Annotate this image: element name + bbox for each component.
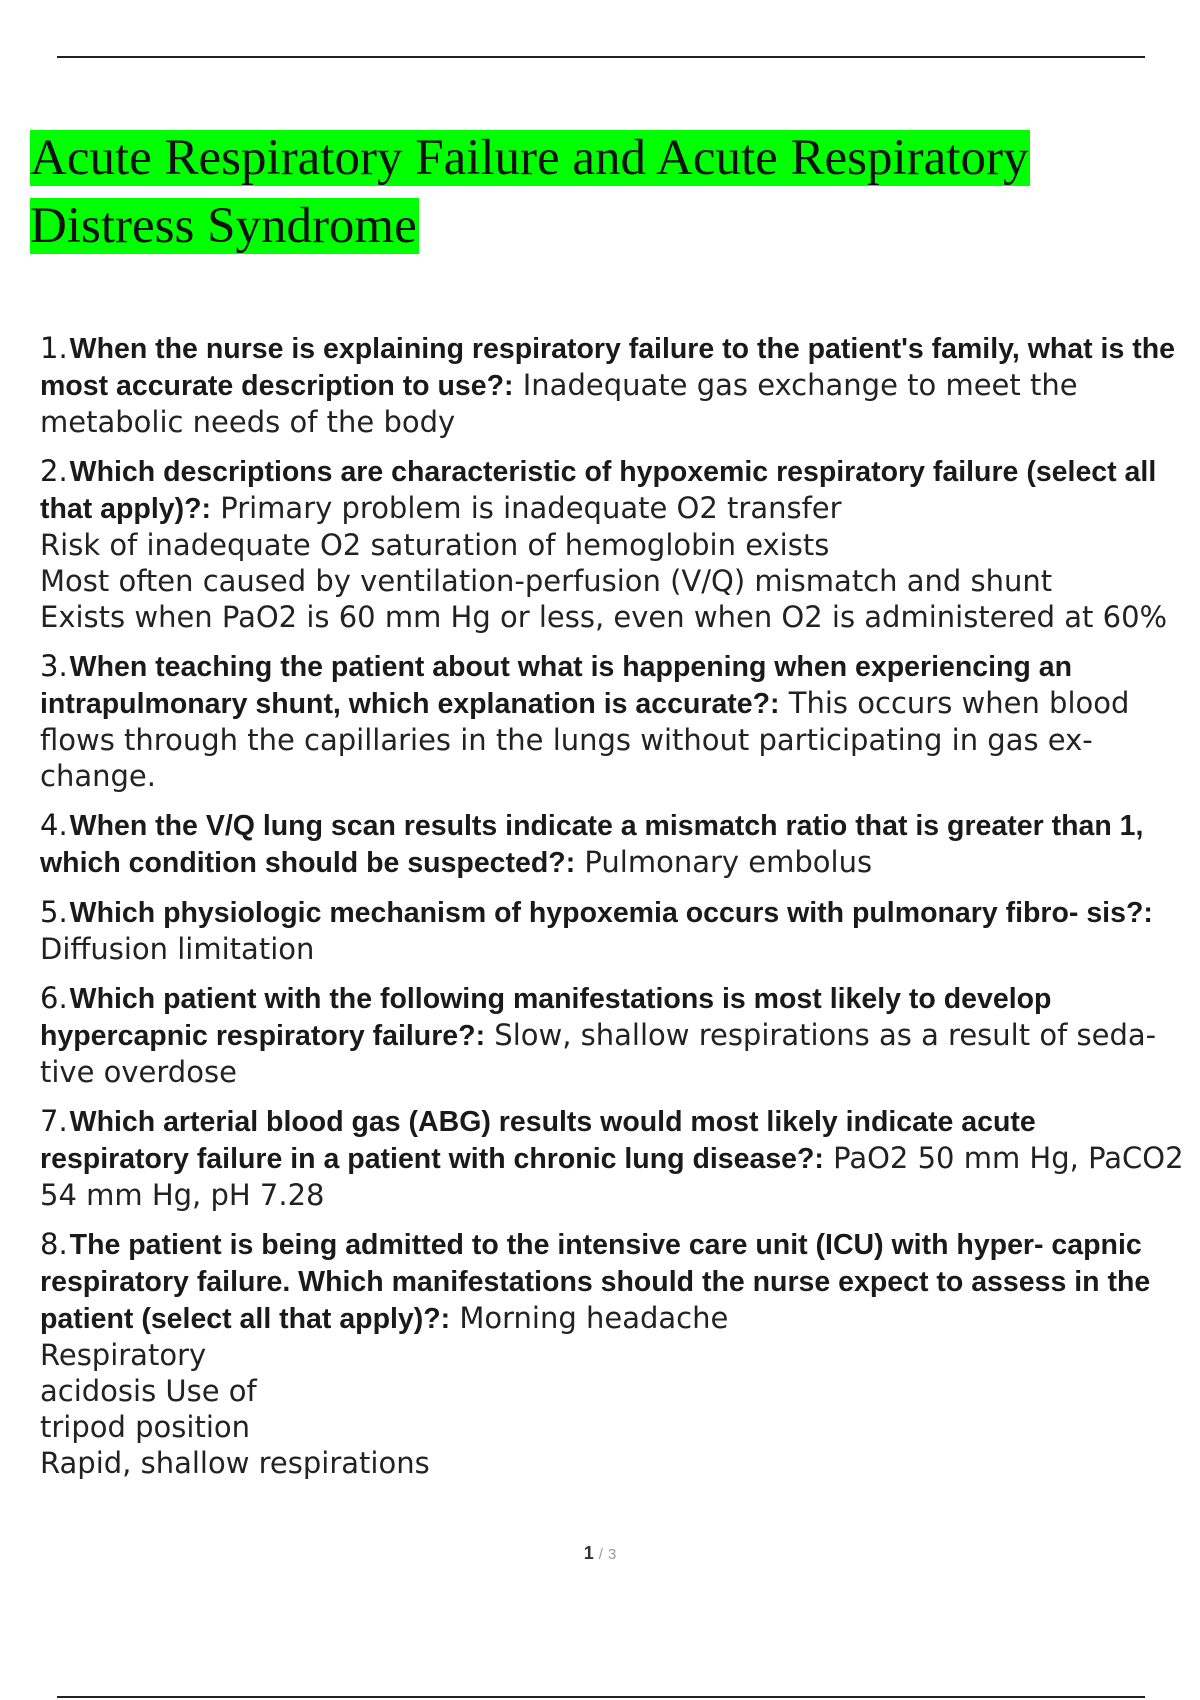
question-item xyxy=(40,980,1190,1090)
question-text: When teaching the patient about what is happening when experiencing an intrapulmonary shunt, which explanation is accurate?: xyxy=(40,651,1073,720)
question-number: 4. xyxy=(40,808,68,842)
answer-text: Exists when PaO2 is 60 mm Hg or less, even when O2 is administered at 60% xyxy=(40,600,1168,634)
answer-text: acidosis Use of xyxy=(40,1374,257,1408)
question-list xyxy=(40,330,1190,1494)
question-item xyxy=(40,894,1190,967)
answer-text: Diffusion limitation xyxy=(40,932,315,966)
question-item xyxy=(40,807,1190,881)
answer-text: Rapid, shallow respirations xyxy=(40,1446,430,1480)
answer-text: Respiratory xyxy=(40,1338,207,1372)
document-title xyxy=(30,124,1190,260)
question-text: When the nurse is explaining respiratory failure to the patient's family, what is the most accurate description to use?: xyxy=(40,333,1175,402)
question-item xyxy=(40,1103,1190,1213)
question-number: 3. xyxy=(40,649,68,683)
current-page: 1 xyxy=(583,1543,594,1563)
title-line-1: Acute Respiratory Failure and Acute Respiratory xyxy=(30,130,1029,186)
question-text: Which patient with the following manifestations is most likely to develop hypercapnic respiratory failure?: xyxy=(40,983,1052,1052)
page-indicator xyxy=(0,1543,1200,1564)
answer-text: PaO2 50 mm Hg, PaCO2 54 mm Hg, pH 7.28 xyxy=(40,1141,1184,1212)
answer-text: Risk of inadequate O2 saturation of hemoglobin exists xyxy=(40,528,830,562)
answer-text: Pulmonary embolus xyxy=(584,845,873,879)
answer-text: Primary problem is inadequate O2 transfer xyxy=(220,491,842,525)
question-text: When the V/Q lung scan results indicate a mismatch ratio that is greater than 1, which condition should be suspected?: xyxy=(40,810,1144,879)
question-text: Which physiologic mechanism of hypoxemia occurs with pulmonary fibro- sis?: xyxy=(69,897,1153,929)
answer-text: tripod position xyxy=(40,1410,250,1444)
question-text: The patient is being admitted to the intensive care unit (ICU) with hyper- capnic respiratory failure. Which manifestations should the nurse expect to assess in the patient (select all that apply)?: xyxy=(40,1229,1151,1335)
answer-text: This occurs when blood flows through the capillaries in the lungs without participating in gas ex- change. xyxy=(40,686,1130,793)
question-item xyxy=(40,453,1190,635)
question-text: Which arterial blood gas (ABG) results would most likely indicate acute respiratory failure in a patient with chronic lung disease?: xyxy=(40,1106,1036,1175)
answer-text: Morning headache xyxy=(459,1301,729,1335)
question-number: 8. xyxy=(40,1227,68,1261)
page-separator: / xyxy=(598,1546,603,1563)
question-number: 6. xyxy=(40,981,68,1015)
question-number: 5. xyxy=(40,895,68,929)
question-item xyxy=(40,1226,1190,1481)
top-divider xyxy=(57,56,1145,58)
question-text: Which descriptions are characteristic of hypoxemic respiratory failure (select all that apply)?: xyxy=(40,456,1157,525)
question-item xyxy=(40,330,1190,440)
answer-text: Inadequate gas exchange to meet the metabolic needs of the body xyxy=(40,368,1078,439)
answer-text: Slow, shallow respirations as a result of seda- tive overdose xyxy=(40,1018,1157,1089)
answer-text: Most often caused by ventilation-perfusion (V/Q) mismatch and shunt xyxy=(40,564,1053,598)
question-number: 7. xyxy=(40,1104,68,1138)
title-line-2: Distress Syndrome xyxy=(30,198,417,254)
question-number: 1. xyxy=(40,331,68,365)
question-item xyxy=(40,648,1190,794)
question-number: 2. xyxy=(40,454,68,488)
bottom-divider xyxy=(57,1696,1145,1698)
total-pages: 3 xyxy=(607,1546,617,1563)
